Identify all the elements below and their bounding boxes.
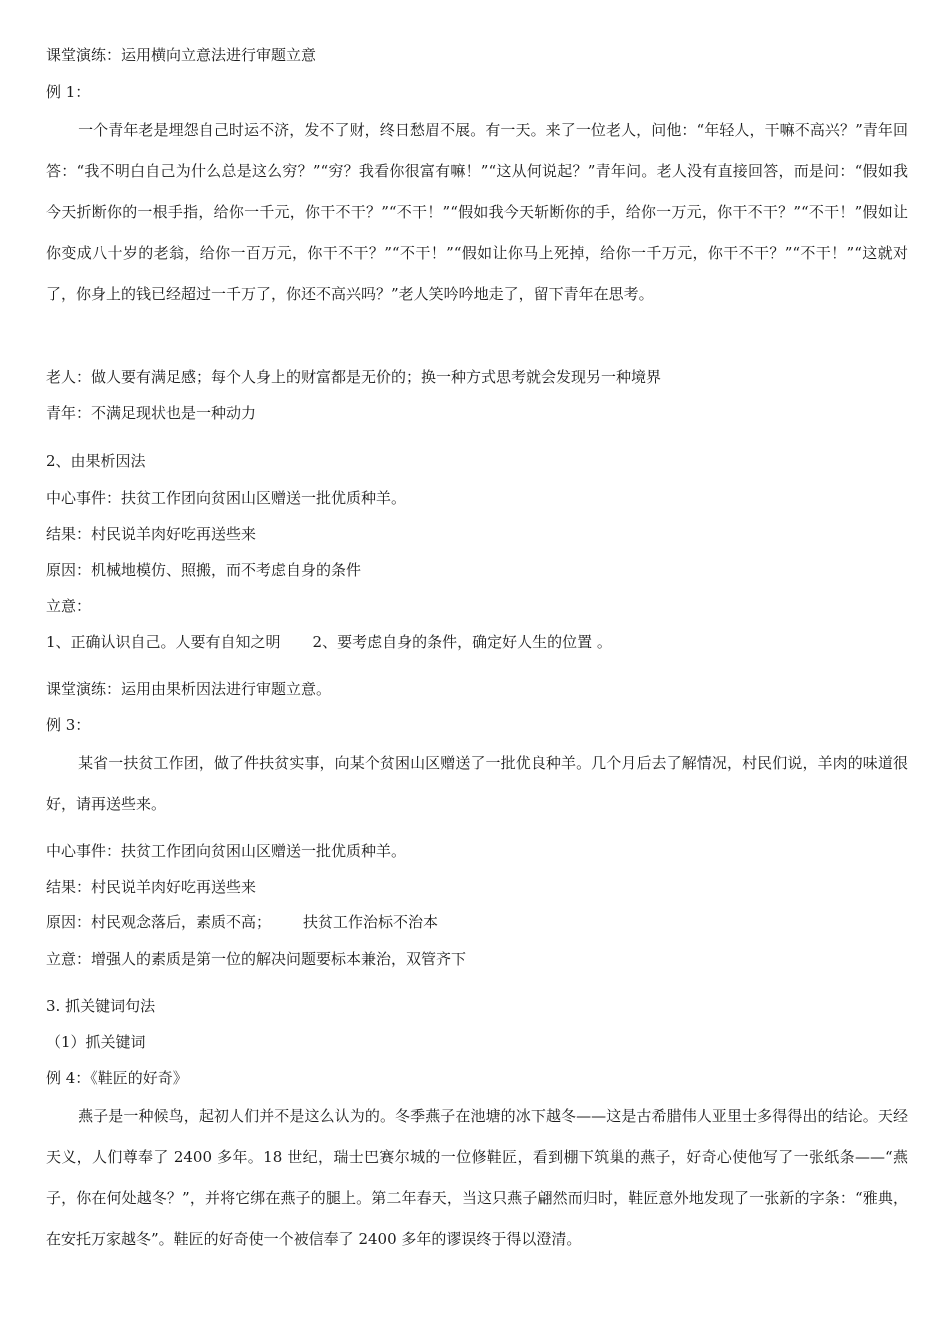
example-1-label: 例 1： bbox=[46, 83, 91, 101]
sheep-result: 结果：村民说羊肉好吃再送些来 bbox=[46, 878, 257, 896]
sheep-cause-2: 扶贫工作治标不治本 bbox=[303, 913, 439, 931]
section1-heading: 课堂演练：运用横向立意法进行审题立意 bbox=[46, 46, 317, 64]
practice-heading: 课堂演练：运用由果析因法进行审题立意。 bbox=[46, 680, 332, 698]
example-1-story-text: 一个青年老是埋怨自己时运不济，发不了财，终日愁眉不展。有一天。来了一位老人，问他：“年轻人，干嘛不高兴？”青年回答：“我不明白自己为什么总是这么穷？”“穷？我看你很富有嘛！”“这从何说起？”青年问。老人没有直接回答，而是问：“假如我今天折断你的一根手指，给你一千元，你干不干？”“不干！”“假如我今天斩断你的手，给你一万元，你干不干？”“不干！”假如让你变成八十岁的老翁，给你一百万元，你干不干？”“不干！”“假如让你马上死掉，给你一千万元，你干不干？”“不干！”“这就对了，你身上的钱已经超过一千万了，你还不高兴吗？”老人笑吟吟地走了，留下青年在思考。 bbox=[46, 121, 908, 303]
example-3-label: 例 3： bbox=[46, 716, 91, 734]
crow-thesis-1: 1、正确认识自己。人要有自知之明 bbox=[46, 633, 281, 651]
example-1-story bbox=[46, 110, 908, 315]
crow-thesis-label: 立意： bbox=[46, 597, 92, 615]
sheep-cause-1: 原因：村民观念落后，素质不高； bbox=[46, 913, 272, 931]
section3-subheading: （1）抓关键词 bbox=[46, 1033, 146, 1051]
crow-result: 结果：村民说羊肉好吃再送些来 bbox=[46, 525, 257, 543]
sheep-center-event: 中心事件：扶贫工作团向贫困山区赠送一批优质种羊。 bbox=[46, 842, 407, 860]
old-man-thesis: 老人：做人要有满足感；每个人身上的财富都是无价的；换一种方式思考就会发现另一种境界 bbox=[46, 368, 662, 386]
youth-thesis: 青年：不满足现状也是一种动力 bbox=[46, 404, 257, 422]
crow-thesis-list bbox=[46, 631, 612, 653]
section2-heading: 2、由果析因法 bbox=[46, 452, 146, 470]
crow-thesis-2: 2、要考虑自身的条件，确定好人生的位置 。 bbox=[312, 633, 612, 651]
example-4-label: 例 4：《鞋匠的好奇》 bbox=[46, 1069, 188, 1087]
example-3-story bbox=[46, 743, 908, 825]
sheep-cause bbox=[46, 911, 438, 933]
example-3-story-text: 某省一扶贫工作团，做了件扶贫实事，向某个贫困山区赠送了一批优良种羊。几个月后去了解情况，村民们说，羊肉的味道很好，请再送些来。 bbox=[46, 754, 908, 813]
crow-cause: 原因：机械地模仿、照搬，而不考虑自身的条件 bbox=[46, 561, 362, 579]
section3-heading: 3. 抓关键词句法 bbox=[46, 997, 156, 1015]
sheep-thesis: 立意：增强人的素质是第一位的解决问题要标本兼治，双管齐下 bbox=[46, 950, 467, 968]
example-4-story bbox=[46, 1096, 908, 1260]
crow-center-event: 中心事件：扶贫工作团向贫困山区赠送一批优质种羊。 bbox=[46, 489, 407, 507]
example-4-story-text: 燕子是一种候鸟，起初人们并不是这么认为的。冬季燕子在池塘的冰下越冬——这是古希腊伟人亚里士多得得出的结论。天经天义，人们尊奉了 2400 多年。18 世纪，瑞士巴赛尔城的一位修鞋匠，看到棚下筑巢的燕子，好奇心使他写了一张纸条——“燕子，你在何处越冬？”，并将它绑在燕子的腿上。第二年春天，当这只燕子翩然而归时，鞋匠意外地发现了一张新的字条：“雅典，在安托万家越冬”。鞋匠的好奇使一个被信奉了 2400 多年的谬误终于得以澄清。 bbox=[46, 1107, 908, 1248]
